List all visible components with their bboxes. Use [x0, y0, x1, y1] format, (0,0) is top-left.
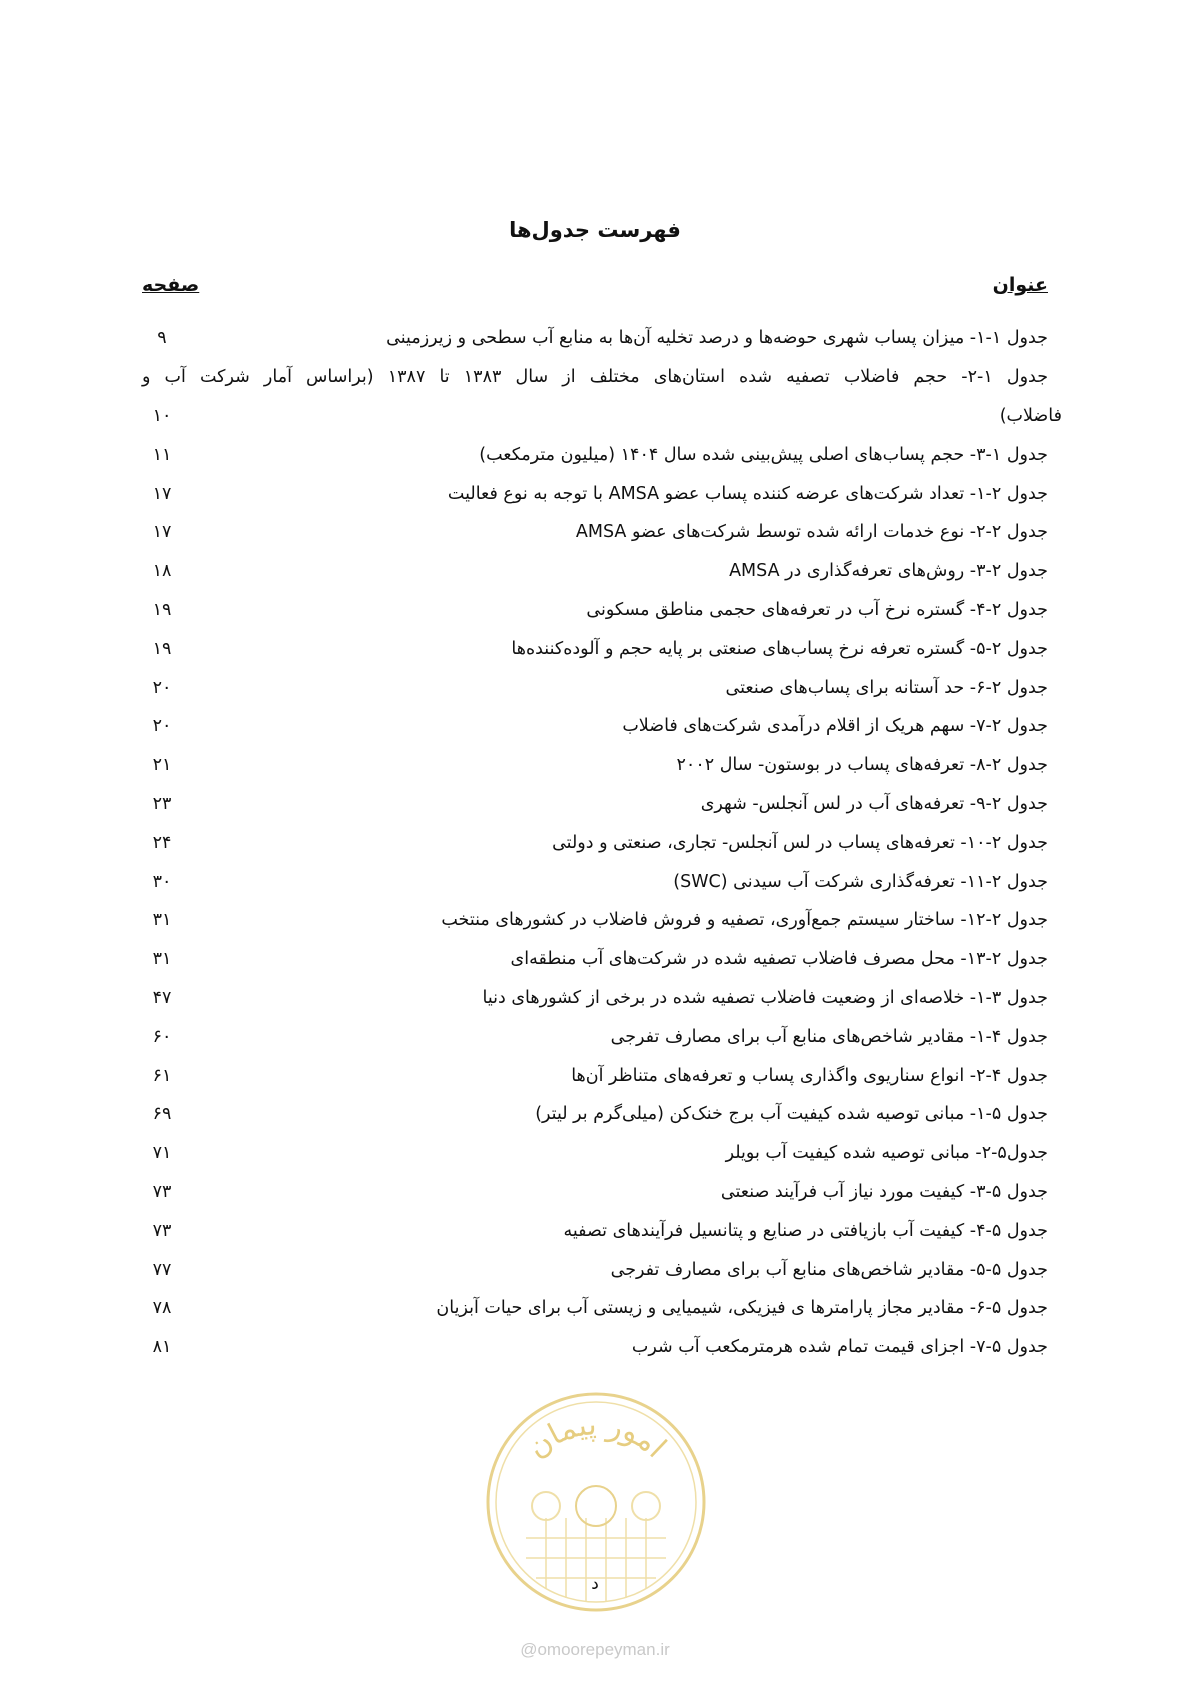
toc-entry[interactable]	[142, 901, 1048, 940]
toc-entry-page: ۶۱	[152, 1065, 172, 1086]
toc-entry[interactable]	[142, 1328, 1048, 1367]
toc-entry-title: جدول ۵-۱- مبانی توصیه شده کیفیت آب برج خنک‌کن (میلی‌گرم بر لیتر)	[535, 1104, 1048, 1125]
toc-entry-title-continued: فاضلاب)	[999, 405, 1062, 426]
toc-entry-title: جدول ۲-۳- روش‌های تعرفه‌گذاری در AMSA	[729, 561, 1048, 582]
toc-entry-title: جدول ۱-۳- حجم پساب‌های اصلی پیش‌بینی شده سال ۱۴۰۴ (میلیون مترمکعب)	[479, 444, 1048, 465]
column-header-page: صفحه	[142, 274, 200, 296]
toc-entry-page: ۶۰	[152, 1026, 172, 1047]
toc-entry-title: جدول ۲-۴- گستره نرخ آب در تعرفه‌های حجمی مناطق مسکونی	[586, 599, 1048, 620]
toc-entry-page: ۷۷	[152, 1259, 172, 1280]
toc-entry[interactable]	[142, 475, 1048, 514]
page-title: فهرست جدول‌ها	[509, 218, 681, 242]
toc-entry-title: جدول ۲-۱۱- تعرفه‌گذاری شرکت آب سیدنی (SWC)	[673, 871, 1048, 892]
toc-entry[interactable]	[142, 1018, 1048, 1057]
toc-entry-title: جدول ۵-۴- کیفیت آب بازیافتی در صنایع و پتانسیل فرآیندهای تصفیه	[563, 1220, 1048, 1241]
toc-entry-title: جدول ۲-۸- تعرفه‌های پساب در بوستون- سال ۲۰۰۲	[676, 755, 1048, 776]
toc-entry[interactable]	[142, 513, 1048, 552]
toc-entry[interactable]	[142, 630, 1048, 669]
toc-entry[interactable]	[142, 319, 1048, 358]
table-of-contents	[142, 319, 1062, 1367]
toc-entry-title: جدول۵-۲- مبانی توصیه شده کیفیت آب بویلر	[725, 1143, 1048, 1164]
toc-entry-title: جدول ۲-۱۳- محل مصرف فاضلاب تصفیه شده در شرکت‌های آب منطقه‌ای	[510, 949, 1048, 970]
toc-entry[interactable]	[142, 940, 1048, 979]
toc-entry[interactable]	[142, 591, 1048, 630]
toc-entry-title: جدول ۵-۳- کیفیت مورد نیاز آب فرآیند صنعتی	[720, 1181, 1048, 1202]
toc-entry-page: ۷۳	[152, 1181, 172, 1202]
toc-entry[interactable]	[142, 1212, 1048, 1251]
toc-entry-page: ۴۷	[152, 987, 172, 1008]
toc-entry-page: ۲۴	[152, 832, 172, 853]
toc-entry[interactable]	[142, 1251, 1048, 1290]
toc-entry-title: جدول ۴-۱- مقادیر شاخص‌های منابع آب برای مصارف تفرجی	[610, 1026, 1048, 1047]
toc-entry-page: ۳۱	[152, 949, 172, 970]
toc-entry-page: ۲۱	[152, 755, 172, 776]
toc-entry[interactable]	[142, 707, 1048, 746]
toc-entry-page: ۳۰	[152, 871, 172, 892]
toc-entry-page: ۱۷	[152, 483, 172, 504]
toc-entry[interactable]	[142, 669, 1048, 708]
toc-entry-page: ۷۳	[152, 1220, 172, 1241]
toc-entry-title: جدول ۲-۹- تعرفه‌های آب در لس آنجلس- شهری	[700, 793, 1048, 814]
toc-entry-page: ۱۷	[152, 522, 172, 543]
toc-entry-title: جدول ۳-۱- خلاصه‌ای از وضعیت فاضلاب تصفیه شده در برخی از کشورهای دنیا	[482, 987, 1048, 1008]
toc-entry-page: ۷۱	[152, 1143, 172, 1164]
toc-entry[interactable]	[142, 746, 1048, 785]
toc-entry-page: ۷۸	[152, 1298, 172, 1319]
toc-entry-page: ۶۹	[152, 1104, 172, 1125]
toc-entry-title: جدول ۴-۲- انواع سناریوی واگذاری پساب و تعرفه‌های متناظر آن‌ها	[571, 1065, 1048, 1086]
toc-entry-title: جدول ۲-۱۰- تعرفه‌های پساب در لس آنجلس- تجاری، صنعتی و دولتی	[552, 832, 1048, 853]
toc-entry-title: جدول ۵-۵- مقادیر شاخص‌های منابع آب برای مصارف تفرجی	[610, 1259, 1048, 1280]
toc-entry-title: جدول ۲-۱- تعداد شرکت‌های عرضه کننده پساب عضو AMSA با توجه به نوع فعالیت	[447, 483, 1048, 504]
toc-entry-page: ۱۰	[152, 405, 172, 426]
toc-entry-page: ۱۹	[152, 638, 172, 659]
toc-entry-title: جدول ۵-۷- اجزای قیمت تمام شده هرمترمکعب آب شرب	[631, 1337, 1048, 1358]
toc-entry[interactable]	[142, 436, 1048, 475]
toc-entry[interactable]	[142, 979, 1048, 1018]
toc-entry[interactable]	[142, 358, 1062, 436]
toc-entry-page: ۸۱	[152, 1337, 172, 1358]
toc-entry[interactable]	[142, 863, 1048, 902]
toc-entry-page: ۲۰	[152, 716, 172, 737]
toc-entry-title: جدول ۱-۱- میزان پساب شهری حوضه‌ها و درصد تخلیه آن‌ها به منابع آب سطحی و زیرزمینی	[386, 328, 1048, 348]
toc-entry[interactable]	[142, 1095, 1048, 1134]
toc-entry-page: ۲۳	[152, 793, 172, 814]
toc-entry[interactable]	[142, 1289, 1048, 1328]
toc-entry-title: جدول ۲-۷- سهم هریک از اقلام درآمدی شرکت‌های فاضلاب	[622, 716, 1048, 737]
svg-text:امور پیمان	[521, 1407, 673, 1465]
toc-entry-page: ۲۰	[152, 677, 172, 698]
toc-entry-page: ۳۱	[152, 910, 172, 931]
toc-entry-title: جدول ۲-۲- نوع خدمات ارائه شده توسط شرکت‌های عضو AMSA	[575, 522, 1048, 543]
toc-entry[interactable]	[142, 1057, 1048, 1096]
toc-entry-page: ۱۹	[152, 599, 172, 620]
column-header-title: عنوان	[992, 274, 1048, 296]
toc-entry[interactable]	[142, 785, 1048, 824]
footer-url: @omoorepeyman.ir	[520, 1640, 670, 1659]
toc-entry[interactable]	[142, 1134, 1048, 1173]
toc-entry-title: جدول ۲-۶- حد آستانه برای پساب‌های صنعتی	[725, 677, 1048, 698]
toc-entry[interactable]	[142, 1173, 1048, 1212]
toc-entry-page: ۱۱	[152, 444, 172, 465]
toc-entry[interactable]	[142, 824, 1048, 863]
page-number: د	[591, 1574, 599, 1594]
toc-entry-title: جدول ۲-۵- گستره تعرفه نرخ پساب‌های صنعتی بر پایه حجم و آلوده‌کننده‌ها	[511, 638, 1048, 659]
toc-entry-title: جدول ۲-۱۲- ساختار سیستم جمع‌آوری، تصفیه و فروش فاضلاب در کشورهای منتخب	[441, 910, 1048, 931]
toc-entry[interactable]	[142, 552, 1048, 591]
toc-entry-page: ۹	[157, 328, 167, 348]
toc-entry-title: جدول ۱-۲- حجم فاضلاب تصفیه شده استان‌های مختلف از سال ۱۳۸۳ تا ۱۳۸۷ (براساس آمار شرکت آب و	[142, 366, 1049, 387]
seal-text: امور پیمان	[520, 1407, 673, 1466]
toc-entry-page: ۱۸	[152, 561, 172, 582]
toc-entry-title: جدول ۵-۶- مقادیر مجاز پارامترها ی فیزیکی، شیمیایی و زیستی آب برای حیات آبزیان	[436, 1298, 1048, 1319]
